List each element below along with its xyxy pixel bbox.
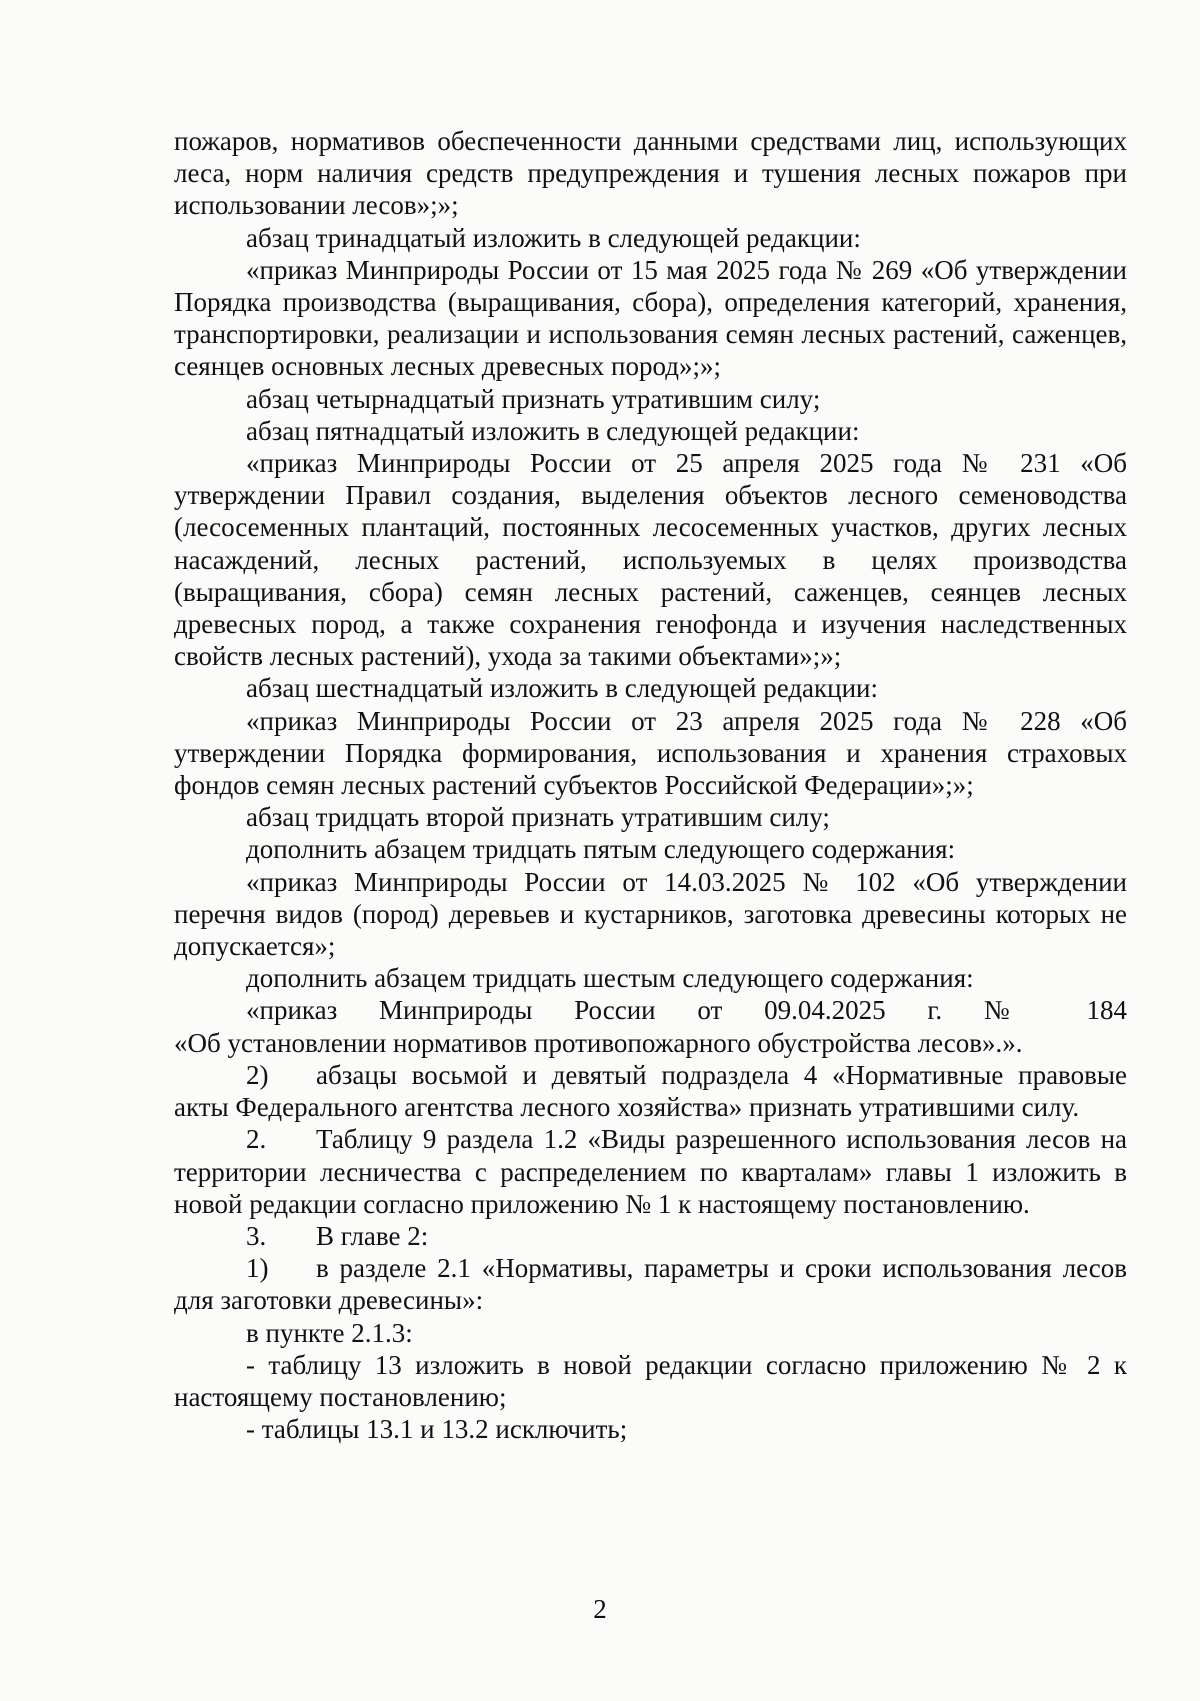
numbered-paragraph [174, 1220, 1127, 1252]
paragraph: абзац пятнадцатый изложить в следующей редакции: [246, 415, 860, 446]
item-number: 2. [246, 1124, 267, 1155]
item-text: В главе 2: [316, 1220, 429, 1251]
paragraph: абзац тридцать второй признать утратившим силу; [246, 802, 830, 833]
paragraph: - таблицы 13.1 и 13.2 исключить; [246, 1414, 628, 1445]
paragraph: «приказ Минприроды России от 15 мая 2025 года № 269 «Об утверждении Порядка производства (выращивания, сбора), определения категорий, хранения, транспортировки, реализации и использования семян лесных растений, саженцев, сеянцев основных лесных древесных пород»;»; [174, 254, 1127, 382]
paragraph: «приказ Минприроды России от 09.04.2025 г. № 184 [246, 995, 1127, 1026]
paragraph: абзац шестнадцатый изложить в следующей редакции: [246, 673, 879, 704]
numbered-paragraph [174, 1059, 1127, 1123]
item-number: 1) [246, 1253, 269, 1284]
paragraph: «Об установлении нормативов противопожарного обустройства лесов».». [174, 1027, 1023, 1058]
item-text: в разделе 2.1 «Нормативы, параметры и сроки использования лесов для заготовки древесины»: [174, 1253, 1127, 1316]
item-text: Таблицу 9 раздела 1.2 «Виды разрешенного использования лесов на территории лесничества с распределением по кварталам» главы 1 изложить в новой редакции согласно приложению № 1 к настоящему постановлению. [174, 1124, 1127, 1219]
page-number: 2 [593, 1594, 607, 1624]
paragraph: дополнить абзацем тридцать пятым следующего содержания: [246, 834, 956, 865]
item-text: абзацы восьмой и девятый подраздела 4 «Нормативные правовые акты Федерального агентства лесного хозяйства» признать утратившими силу. [174, 1059, 1127, 1123]
paragraph: «приказ Минприроды России от 14.03.2025 № 102 «Об утверждении перечня видов (пород) деревьев и кустарников, заготовка древесины которых не допускается»; [174, 866, 1127, 962]
paragraph: в пункте 2.1.3: [246, 1317, 413, 1348]
item-number: 3. [246, 1220, 267, 1251]
paragraph: - таблицу 13 изложить в новой редакции согласно приложению № 2 к настоящему постановлению; [174, 1349, 1127, 1412]
paragraph: дополнить абзацем тридцать шестым следующего содержания: [246, 963, 974, 994]
item-number: 2) [246, 1059, 269, 1090]
paragraph: «приказ Минприроды России от 23 апреля 2025 года № 228 «Об утверждении Порядка формирования, использования и хранения страховых фондов семян лесных растений субъектов Российской Федерации»;»; [174, 705, 1127, 801]
numbered-paragraph [174, 1252, 1127, 1316]
numbered-paragraph [174, 1123, 1127, 1220]
paragraph: абзац тринадцатый изложить в следующей редакции: [246, 222, 861, 253]
paragraph: «приказ Минприроды России от 25 апреля 2025 года № 231 «Об утверждении Правил создания, выделения объектов лесного семеноводства (лесосеменных плантаций, постоянных лесосеменных участков, других лесных насаждений, лесных растений, используемых в целях производства (выращивания, сбора) семян лесных растений, саженцев, сеянцев лесных древесных пород, а также сохранения генофонда и изучения наследственных свойств лесных растений), ухода за такими объектами»;»; [174, 448, 1127, 672]
paragraph: абзац четырнадцатый признать утратившим силу; [246, 383, 821, 414]
paragraph: пожаров, нормативов обеспеченности данными средствами лиц, использующих леса, норм наличия средств предупреждения и тушения лесных пожаров при использовании лесов»;»; [174, 126, 1127, 221]
document-body [174, 125, 1127, 1445]
